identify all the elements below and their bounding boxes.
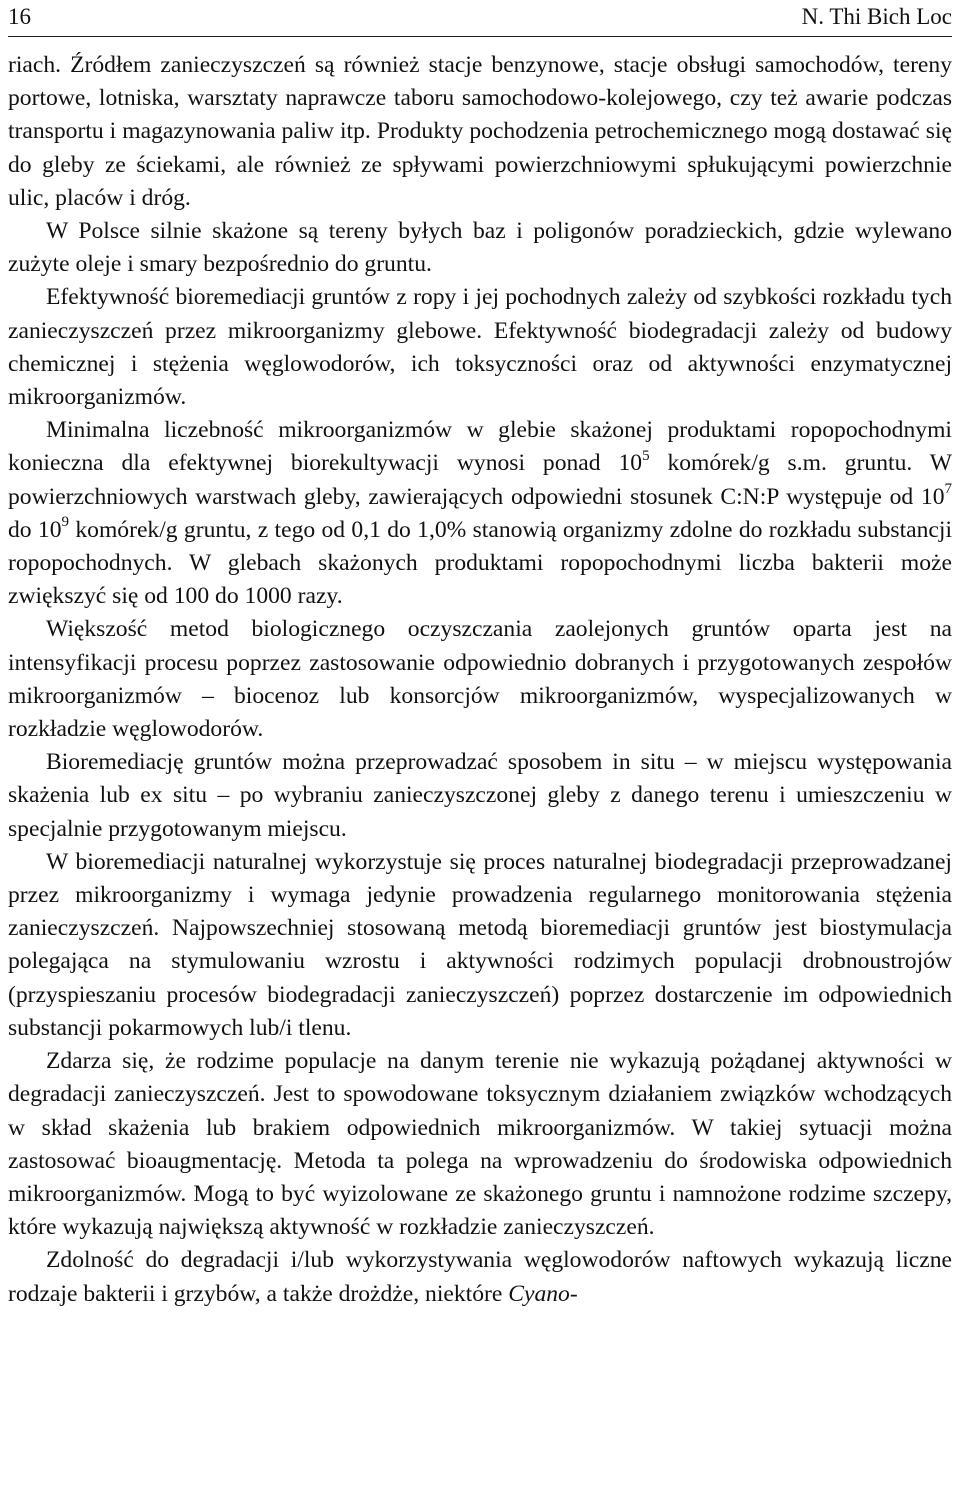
- paragraph-5: Większość metod biologicznego oczyszczania zaolejonych gruntów oparta jest na intensyfikacji procesu poprzez zastosowanie odpowiednio dobranych i przygotowanych zespołów mikroorganizmów – biocenoz lub konsorcjów mikroorganizmów, wyspecjalizowanych w rozkładzie węglowodorów.: [8, 616, 952, 743]
- paragraph-8: Zdarza się, że rodzime populacje na danym terenie nie wykazują pożądanej aktywności w degradacji zanieczyszczeń. Jest to spowodowane toksycznym działaniem związków wchodzących w skład skażenia lub brakiem odpowiednich mikroorganizmów. W takiej sytuacji można zastosować bioaugmentację. Metoda ta polega na wprowadzeniu do środowiska odpowiednich mikroorganizmów. Mogą to być wyizolowane ze skażonego gruntu i namnożone rodzime szczepy, które wykazują największą aktywność w rozkładzie zanieczyszczeń.: [8, 1048, 952, 1241]
- p4-text-a: Minimalna liczebność mikroorganizmów w glebie skażonej produktami ropopochodnymi konieczna dla efektywnej biorekultywacji wynosi ponad 10: [8, 417, 952, 477]
- document-page: [8, 0, 952, 1311]
- paragraph-2: W Polsce silnie skażone są tereny byłych baz i poligonów poradzieckich, gdzie wylewano zużyte oleje i smary bezpośrednio do gruntu.: [8, 218, 952, 278]
- p9-italic-term: Cyano-: [508, 1280, 578, 1307]
- exponent-7: 7: [944, 480, 952, 497]
- exponent-5: 5: [642, 447, 650, 464]
- paragraph-9: [8, 1244, 952, 1310]
- running-header: [8, 0, 952, 37]
- running-author: N. Thi Bich Loc: [801, 4, 952, 29]
- page-number: 16: [8, 4, 31, 29]
- p4-text-d: komórek/g gruntu, z tego od 0,1 do 1,0% stanowią organizmy zdolne do rozkładu substancji ropopochodnych. W glebach skażonych produktami ropopochodnymi liczba bakterii może zwiększyć się od 100 do 1000 razy.: [8, 516, 952, 610]
- p4-text-b: komórek/g s.m. gruntu. W powierzchniowych warstwach gleby, zawierających odpowiedni stosunek C:N:P występuje od 10: [8, 450, 952, 510]
- p4-text-c: do 10: [8, 516, 62, 543]
- paragraph-4: [8, 414, 952, 613]
- body-text: [8, 49, 952, 1311]
- paragraph-7: W bioremediacji naturalnej wykorzystuje się proces naturalnej biodegradacji przeprowadzanej przez mikroorganizmy i wymaga jedynie prowadzenia regularnego monitorowania stężenia zanieczyszczeń. Najpowszechniej stosowaną metodą bioremediacji gruntów jest biostymulacja polegająca na stymulowaniu wzrostu i aktywności rodzimych populacji drobnoustrojów (przyspieszaniu procesów biodegradacji zanieczyszczeń) poprzez dostarczenie im odpowiednich substancji pokarmowych lub/i tlenu.: [8, 848, 952, 1041]
- p9-text: Zdolność do degradacji i/lub wykorzystywania węglowodorów naftowych wykazują liczne rodzaje bakterii i grzybów, a także drożdże, niektóre: [8, 1247, 952, 1307]
- paragraph-1: riach. Źródłem zanieczyszczeń są również stacje benzynowe, stacje obsługi samochodów, tereny portowe, lotniska, warsztaty naprawcze taboru samochodowo-kolejowego, czy też awarie podczas transportu i magazynowania paliw itp. Produkty pochodzenia petrochemicznego mogą dostawać się do gleby ze ściekami, ale również ze spływami powierzchniowymi spłukującymi powierzchnie ulic, placów i dróg.: [8, 52, 952, 211]
- paragraph-6: Bioremediację gruntów można przeprowadzać sposobem in situ – w miejscu występowania skażenia lub ex situ – po wybraniu zanieczyszczonej gleby z danego terenu i umieszczeniu w specjalnie przygotowanym miejscu.: [8, 749, 952, 842]
- paragraph-3: Efektywność bioremediacji gruntów z ropy i jej pochodnych zależy od szybkości rozkładu tych zanieczyszczeń przez mikroorganizmy glebowe. Efektywność biodegradacji zależy od budowy chemicznej i stężenia węglowodorów, ich toksyczności oraz od aktywności enzymatycznej mikroorganizmów.: [8, 284, 952, 411]
- exponent-9: 9: [61, 513, 70, 530]
